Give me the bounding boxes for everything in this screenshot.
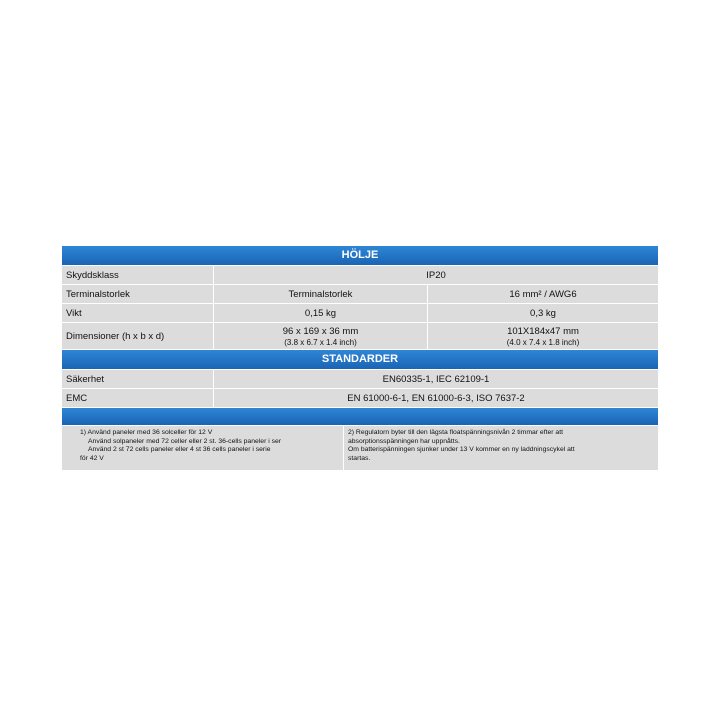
footnote-line: Om batterispänningen sjunker under 13 V kommer en ny laddningscykel att [348,446,575,454]
row-value: EN60335-1, IEC 62109-1 [213,370,658,388]
spec-table [62,246,658,470]
dim-inch-a: (3.8 x 6.7 x 1.4 inch) [284,337,357,347]
row-value-a: 0,15 kg [213,304,427,322]
row-emc [62,389,658,408]
footnote-line: absorptionsspänningen har uppnåtts. [348,437,460,445]
row-label: Skyddsklass [66,269,119,281]
row-terminalstorlek [62,285,658,304]
row-value-b: 0,3 kg [427,304,658,322]
row-value: EN 61000-6-1, EN 61000-6-3, ISO 7637-2 [213,389,658,407]
row-value: IP20 [213,266,658,284]
section-header-standarder: STANDARDER [62,350,658,370]
row-sakerhet [62,370,658,389]
section-header-empty [62,408,658,426]
row-value-a [213,323,427,349]
row-value-b [427,323,658,349]
row-value-b: 16 mm² / AWG6 [427,285,658,303]
footnote-line: 2) Regulatorn byter till den lägsta floatspänningsnivån 2 timmar efter att [348,429,563,436]
row-skyddsklass [62,266,658,285]
dim-mm-b: 101X184x47 mm [507,325,579,337]
footnote-right [343,426,658,470]
row-label: Vikt [66,307,82,319]
row-label: Dimensioner (h x b x d) [66,330,165,342]
footnote-line: Använd solpaneler med 72 celler eller 2 st. 36-cells paneler i ser [88,437,282,445]
footnote-line: Använd 2 st 72 cells paneler eller 4 st 36 cells paneler i serie [88,446,271,454]
footnote-line: 1) Använd paneler med 36 solceller för 12 V [80,429,213,436]
section-header-holje: HÖLJE [62,246,658,266]
row-dimensioner [62,323,658,350]
row-value-a: Terminalstorlek [213,285,427,303]
footnote-line: för 42 V [80,454,104,462]
footnote-line: startas. [348,454,371,462]
footnote-left [62,426,343,470]
row-label: EMC [66,392,88,404]
row-vikt [62,304,658,323]
dim-inch-b: (4.0 x 7.4 x 1.8 inch) [506,337,580,347]
footnotes [62,426,658,470]
row-label: Terminalstorlek [66,288,130,300]
row-label: Säkerhet [66,373,105,385]
dim-mm-a: 96 x 169 x 36 mm [282,325,359,337]
